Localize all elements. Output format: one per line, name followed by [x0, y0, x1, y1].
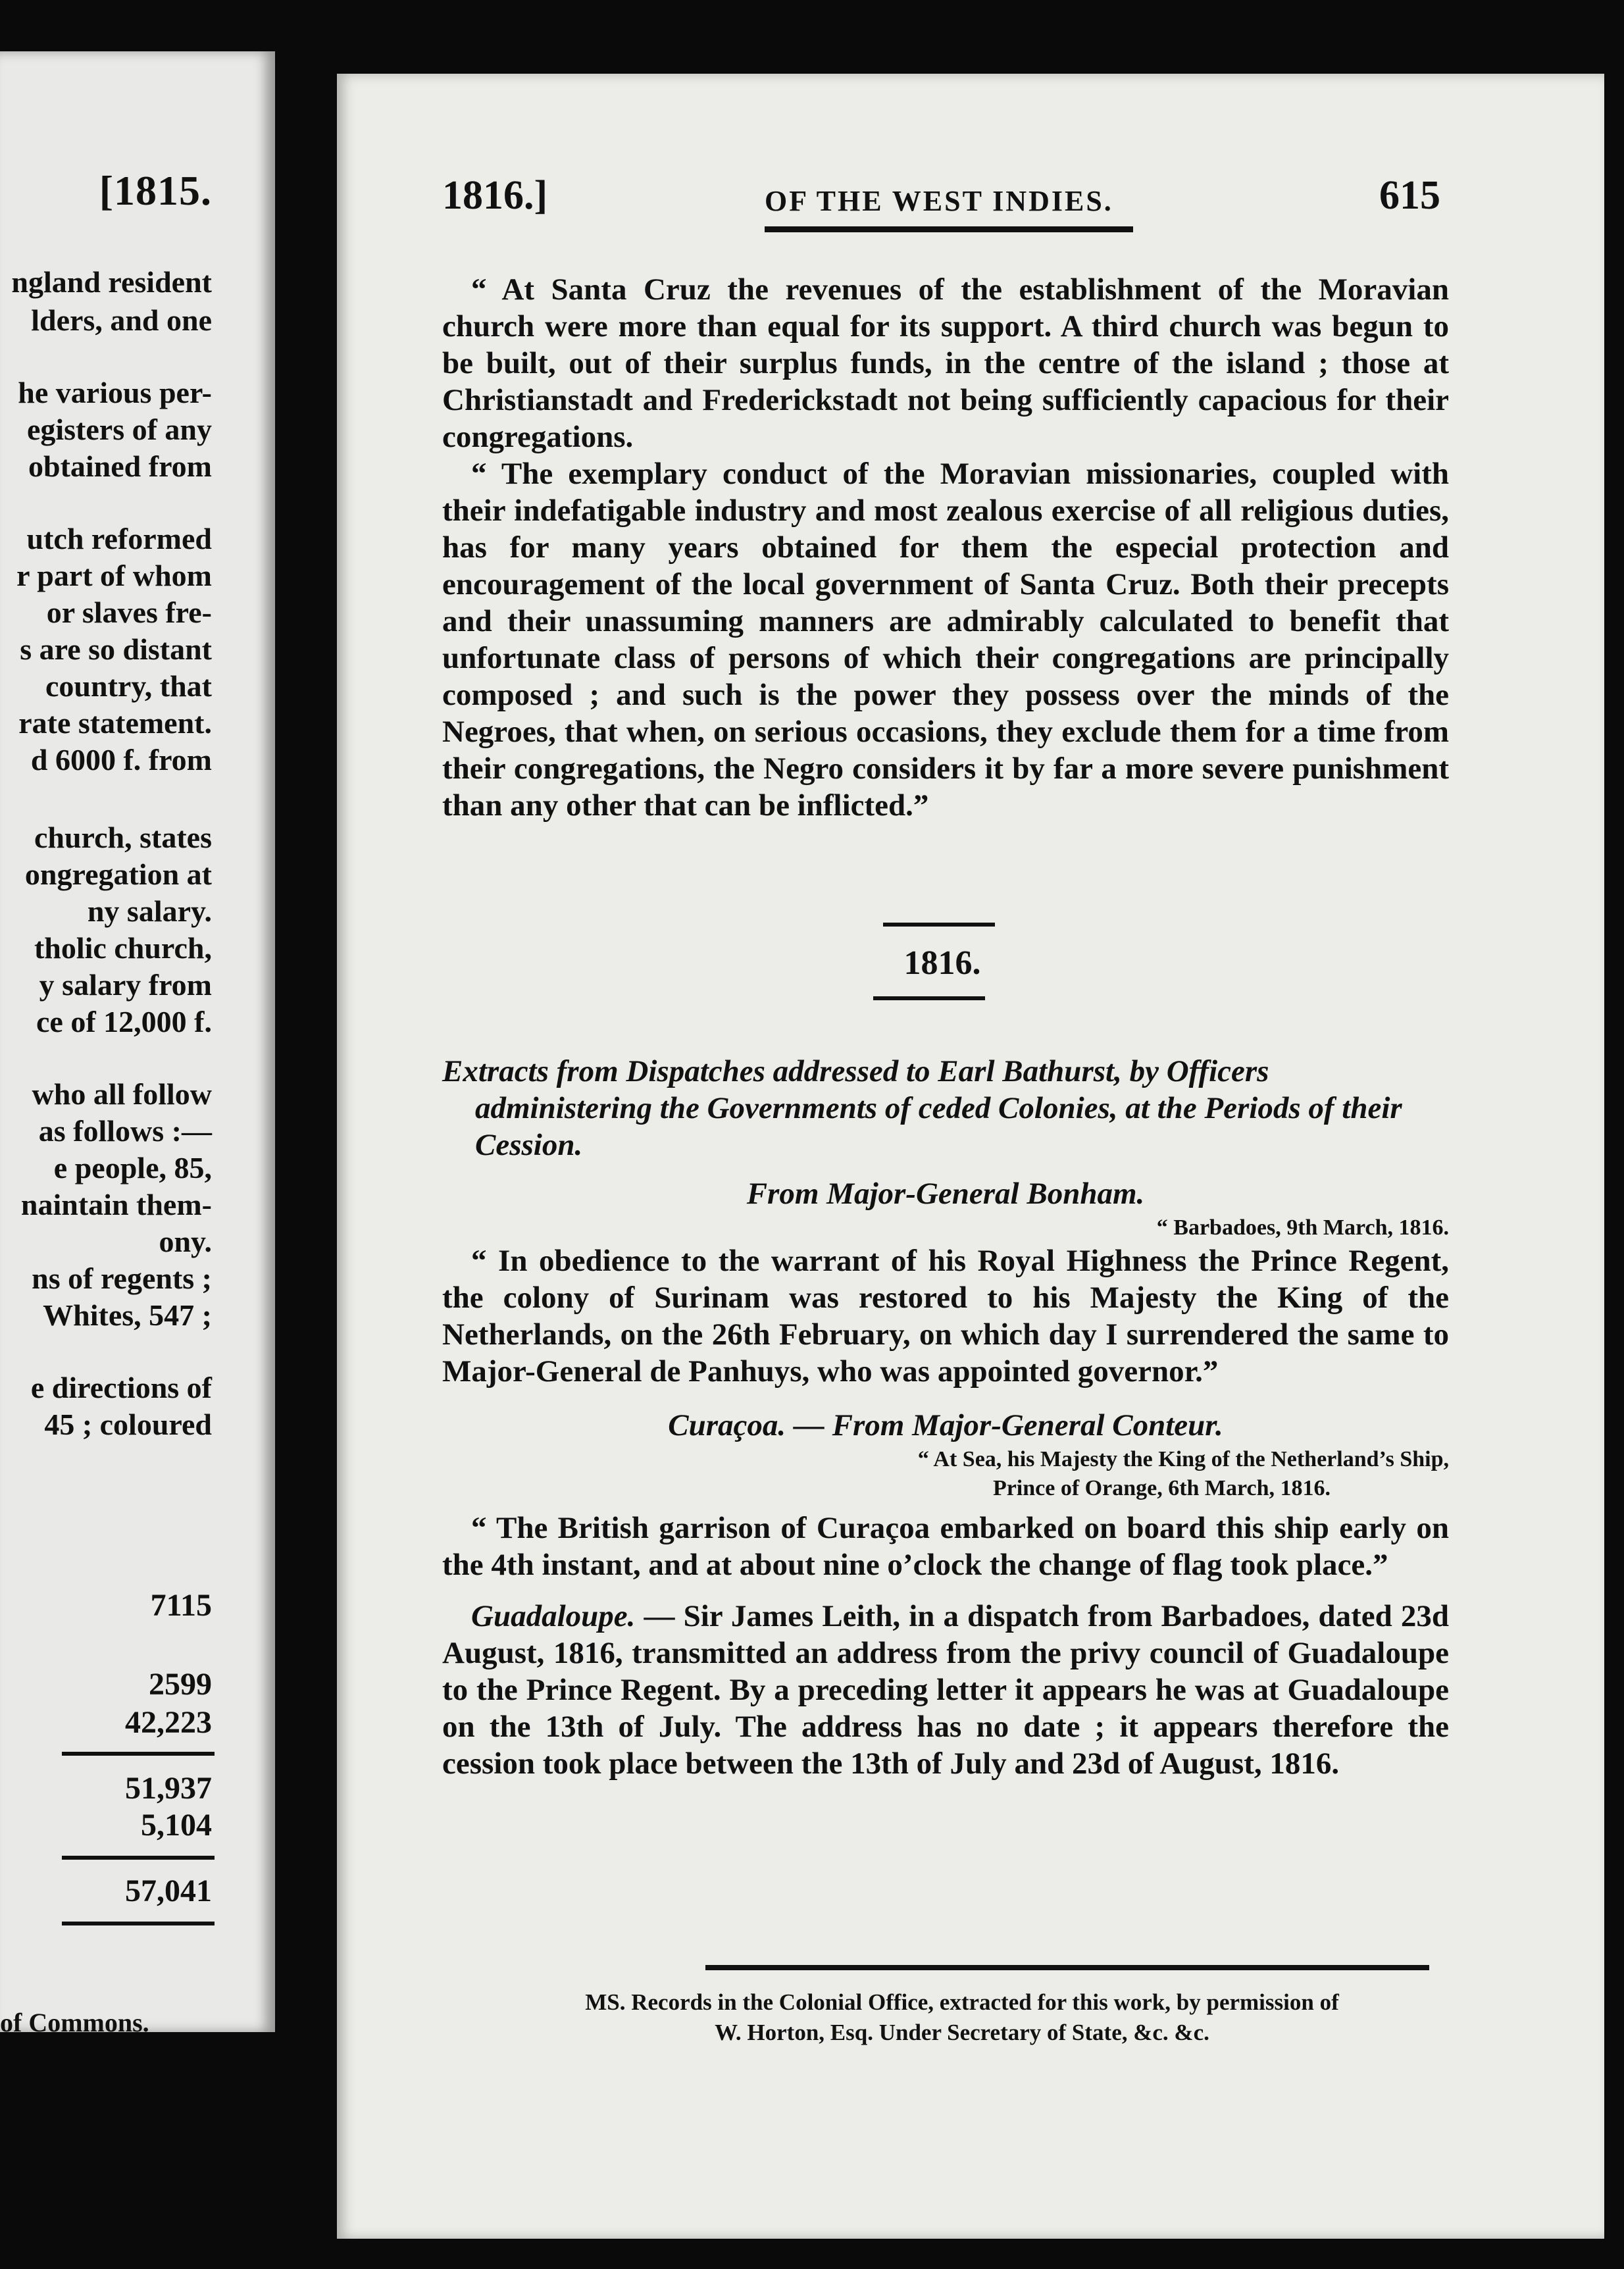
- left-line: y salary from: [39, 968, 212, 1002]
- body-text-top: [442, 271, 1449, 824]
- left-number: 42,223: [125, 1705, 212, 1740]
- left-sum-rule: [62, 1922, 215, 1925]
- left-line: r part of whom: [16, 559, 212, 592]
- page-number: 615: [1379, 173, 1440, 218]
- footnote-line-1: MS. Records in the Colonial Office, extracted for this work, by permission of: [585, 1989, 1339, 2015]
- left-line: obtained from: [28, 449, 212, 483]
- header-underline: [765, 226, 1133, 232]
- dispatches-heading: Extracts from Dispatches addressed to Earl Bathurst, by Officers administering the Governments of ceded Colonies, at the Periods of their Cession.: [442, 1054, 1402, 1162]
- section-rule-bottom: [873, 996, 985, 1000]
- left-line: or slaves fre-: [46, 596, 212, 629]
- left-line: ns of regents ;: [32, 1262, 212, 1295]
- left-line: e directions of: [30, 1371, 212, 1404]
- left-page-fragment: [0, 51, 275, 2032]
- left-number: 7115: [150, 1588, 212, 1623]
- left-page-footer: of Commons.: [0, 2008, 149, 2032]
- conteur-dateline-2: Prince of Orange, 6th March, 1816.: [992, 1476, 1331, 1500]
- left-line: lders, and one: [31, 303, 212, 337]
- left-line: church, states: [34, 821, 212, 854]
- left-line: naintain them-: [20, 1188, 212, 1221]
- left-line: ngland resident: [11, 265, 212, 299]
- header-title: OF THE WEST INDIES.: [765, 185, 1113, 217]
- paragraph-guadaloupe: [442, 1598, 1449, 1782]
- left-line: country, that: [45, 669, 212, 703]
- left-line: ony.: [159, 1225, 212, 1258]
- section-title: 1816.: [903, 944, 981, 982]
- left-page-header: [1815.: [99, 167, 212, 214]
- left-line: utch reformed: [26, 522, 212, 555]
- bonham-dateline: “ Barbadoes, 9th March, 1816.: [1156, 1215, 1449, 1240]
- body-text-dispatches: [442, 1053, 1449, 1782]
- guadaloupe-lead: Guadaloupe.: [471, 1599, 636, 1633]
- main-page: [337, 74, 1604, 2239]
- paragraph-curacoa: “ The British garrison of Curaçoa embarked on board this ship early on the 4th instant, and at about nine o’clock the change of flag took place.”: [442, 1511, 1449, 1582]
- section-rule-top: [883, 923, 995, 927]
- paragraph-moravian-conduct: “ The exemplary conduct of the Moravian missionaries, coupled with their indefatigable industry and most zealous exercise of all religious duties, has for many years obtained for them the especial protection and encouragement of the local government of Santa Cruz. Both their precepts and their unassuming manners are admirably calculated to benefit that unfortunate class of persons of which their congregations are principally composed ; and such is the power they possess over the minds of the Negroes, that when, on serious occasions, they exclude them for a time from their congregations, the Negro considers it by far a more severe punishment than any other that can be inflicted.”: [442, 457, 1449, 823]
- footnote-rule: [705, 1965, 1429, 1970]
- left-sum-rule: [62, 1752, 215, 1756]
- paragraph-surinam: “ In obedience to the warrant of his Royal Highness the Prince Regent, the colony of Surinam was restored to his Majesty the King of the Netherlands, on the 26th February, on which day I surrendered the same to Major-General de Panhuys, who was appointed governor.”: [442, 1244, 1449, 1389]
- left-number: 57,041: [125, 1874, 212, 1908]
- left-line: ce of 12,000 f.: [36, 1005, 212, 1038]
- left-line: rate statement.: [18, 706, 212, 740]
- running-header: [337, 172, 1604, 232]
- left-number: 2599: [149, 1667, 212, 1702]
- left-line: tholic church,: [34, 931, 212, 965]
- guadaloupe-text: — Sir James Leith, in a dispatch from Barbadoes, dated 23d August, 1816, transmitted an address from the privy council of Guadaloupe to the Prince Regent. By a preceding letter it appears he was at Guadaloupe on the 13th of July. The address has no date ; it appears therefore the cession took place between the 13th of July and 23d of August, 1816.: [442, 1599, 1449, 1781]
- left-line: as follows :—: [38, 1114, 212, 1148]
- conteur-subheading: Curaçoa. — From Major-General Conteur.: [668, 1408, 1223, 1442]
- bonham-subheading: From Major-General Bonham.: [746, 1177, 1145, 1211]
- left-line: he various per-: [18, 376, 212, 409]
- conteur-dateline-1: “ At Sea, his Majesty the King of the Netherland’s Ship,: [917, 1447, 1449, 1471]
- left-line: s are so distant: [20, 632, 212, 666]
- left-number: 51,937: [125, 1771, 212, 1806]
- footnote-line-2: W. Horton, Esq. Under Secretary of State, &c. &c.: [715, 2020, 1209, 2045]
- left-sum-rule: [62, 1856, 215, 1860]
- left-line: who all follow: [32, 1077, 212, 1111]
- footnote: [455, 1987, 1469, 2048]
- header-year: 1816.]: [442, 173, 548, 218]
- left-line: ny salary.: [87, 894, 212, 928]
- left-line: 45 ; coloured: [44, 1408, 212, 1441]
- left-line: egisters of any: [26, 413, 212, 446]
- left-line: d 6000 f. from: [30, 743, 212, 777]
- left-line: Whites, 547 ;: [43, 1298, 212, 1332]
- paragraph-santa-cruz: “ At Santa Cruz the revenues of the establishment of the Moravian church were more than equal for its support. A third church was begun to be built, out of their surplus funds, in the centre of the island ; those at Christianstadt and Frederickstadt not being sufficiently capacious for their congregations.: [442, 272, 1449, 454]
- left-line: e people, 85,: [53, 1151, 212, 1185]
- left-line: ongregation at: [24, 857, 212, 891]
- left-number: 5,104: [141, 1808, 212, 1843]
